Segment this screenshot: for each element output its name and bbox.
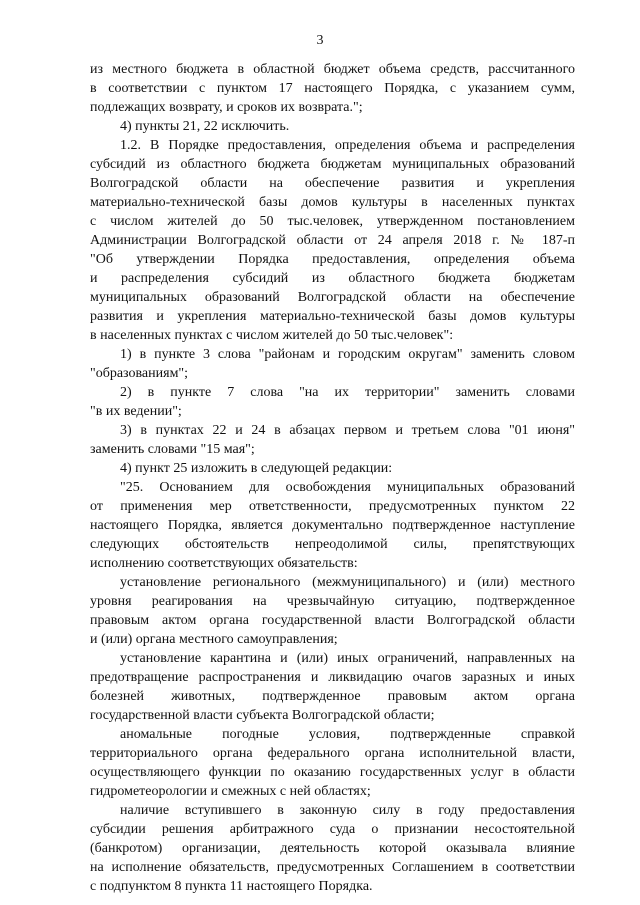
text-line: 3) в пунктах 22 и 24 в абзацах первом и третьем слова "01 июня" (120, 423, 575, 438)
text-line: территориального органа федерального органа исполнительной власти, (90, 746, 575, 761)
text-line: болезней животных, подтвержденное правовым актом органа (90, 689, 575, 704)
text-line: муниципальных образований Волгоградской области на обеспечение (90, 290, 575, 305)
text-line: правовым актом органа государственной власти Волгоградской области (90, 613, 575, 628)
text-line: развития и укрепления материально-технической базы домов культуры (90, 309, 575, 324)
text-line: осуществляющего функции по оказанию государственных услуг в области (90, 765, 575, 780)
text-line: и (или) органа местного самоуправления; (90, 632, 338, 647)
text-line: следующих обстоятельств непреодолимой силы, препятствующих (90, 537, 575, 552)
text-line: исполнению соответствующих обязательств: (90, 556, 358, 571)
text-line: 2) в пункте 7 слова "на их территории" заменить словами (120, 385, 575, 400)
page-number: 3 (316, 33, 324, 48)
text-line: и распределения субсидий из областного бюджета бюджетам (90, 271, 575, 286)
text-line: на исполнение обязательств, предусмотренных Соглашением в соответствии (90, 860, 575, 875)
text-line: материально-технической базы домов культуры в населенных пунктах (90, 195, 575, 210)
text-line: установление карантина и (или) иных ограничений, направленных на (120, 651, 575, 666)
text-line: субсидии решения арбитражного суда о признании несостоятельной (90, 822, 575, 837)
document-body (90, 60, 575, 896)
text-line: 4) пункт 25 изложить в следующей редакции: (120, 461, 393, 476)
text-line: "25. Основанием для освобождения муниципальных образований (120, 480, 575, 495)
text-line: уровня реагирования на чрезвычайную ситуацию, подтвержденное (90, 594, 575, 609)
text-line: в населенных пунктах с числом жителей до 50 тыс.человек": (90, 328, 454, 343)
text-line: заменить словами "15 мая"; (90, 442, 255, 457)
text-line: предотвращение распространения и ликвидацию очагов заразных и иных (90, 670, 575, 685)
text-line: в соответствии с пунктом 17 настоящего Порядка, с указанием сумм, (90, 81, 575, 96)
text-line: аномальные погодные условия, подтвержденные справкой (120, 727, 575, 742)
text-line: "образованиям"; (90, 366, 189, 381)
text-line: 1) в пункте 3 слова "районам и городским округам" заменить словом (120, 347, 575, 362)
text-line: подлежащих возврату, и сроков их возврата."; (90, 100, 363, 115)
text-line: из местного бюджета в областной бюджет объема средств, рассчитанного (90, 62, 575, 77)
text-line: государственной власти субъекта Волгоградской области; (90, 708, 435, 723)
text-line: 4) пункты 21, 22 исключить. (120, 119, 290, 134)
text-line: Волгоградской области на обеспечение развития и укрепления (90, 176, 575, 191)
text-line: Администрации Волгоградской области от 24 апреля 2018 г. № 187-п (90, 233, 575, 248)
text-line: (банкротом) организации, деятельность которой оказывала влияние (90, 841, 575, 856)
text-line: с числом жителей до 50 тыс.человек, утвержденном постановлением (90, 214, 575, 229)
text-line: установление регионального (межмуниципального) и (или) местного (120, 575, 575, 590)
text-line: с подпунктом 8 пункта 11 настоящего Порядка. (90, 879, 373, 894)
text-line: гидрометеорологии и смежных с ней областях; (90, 784, 371, 799)
text-line: наличие вступившего в законную силу в году предоставления (120, 803, 575, 818)
text-line: субсидий из областного бюджета бюджетам муниципальных образований (90, 157, 575, 172)
text-line: "в их ведении"; (90, 404, 182, 419)
text-line: настоящего Порядка, является документально подтвержденное наступление (90, 518, 575, 533)
text-line: от применения мер ответственности, предусмотренных пунктом 22 (90, 499, 575, 514)
text-line: "Об утверждении Порядка предоставления, определения объема (90, 252, 575, 267)
text-line: 1.2. В Порядке предоставления, определения объема и распределения (120, 138, 575, 153)
